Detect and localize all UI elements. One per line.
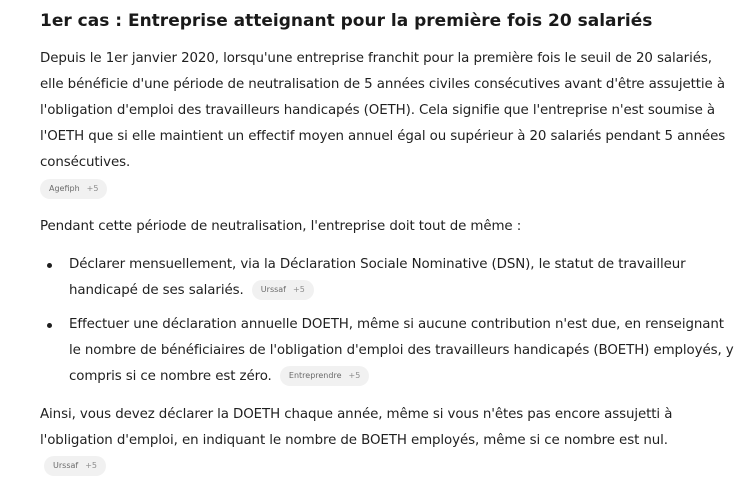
section-heading: 1er cas : Entreprise atteignant pour la première fois 20 salariés: [40, 11, 653, 31]
source-chip-count: +5: [85, 461, 97, 470]
source-chip-label: Urssaf: [53, 461, 79, 470]
source-chip-count: +5: [348, 371, 361, 380]
list-item-text: Effectuer une déclaration annuelle DOETH, même si aucune contribution n'est due, en renseignant le nombre de bénéficiaires de l'obligation d'emploi des travailleurs handicapés (BOETH) employés, y compris si ce nombre est zéro.: [69, 317, 734, 384]
source-chip-urssaf[interactable]: [252, 280, 314, 300]
source-chip-agefiph[interactable]: [40, 179, 107, 199]
source-chip-entreprendre[interactable]: [280, 366, 369, 386]
source-chip-count: +5: [86, 184, 99, 193]
lead-paragraph: Pendant cette période de neutralisation, l'entreprise doit tout de même :: [40, 219, 522, 234]
obligations-list: [40, 252, 736, 390]
source-chip-label: Urssaf: [260, 285, 286, 294]
list-item: [40, 252, 736, 304]
source-chip-urssaf[interactable]: [44, 456, 106, 476]
list-item: [40, 312, 736, 390]
intro-text: Depuis le 1er janvier 2020, lorsqu'une entreprise franchit pour la première fois le seuil de 20 salariés, elle bénéficie d'une période de neutralisation de 5 années civiles consécutives avant d'être assujettie à l'obligation d'emploi des travailleurs handicapés (OETH). Cela signifie que l'entreprise n'est soumise à l'OETH que si elle maintient un effectif moyen annuel égal ou supérieur à 20 salariés pendant 5 années consécutives.: [40, 51, 726, 170]
intro-paragraph: [40, 46, 736, 176]
conclusion-text: Ainsi, vous devez déclarer la DOETH chaque année, même si vous n'êtes pas encore assujetti à l'obligation d'emploi, en indiquant le nombre de BOETH employés, même si ce nombre est nul.: [40, 407, 673, 448]
source-chip-label: Agefiph: [49, 184, 80, 193]
source-chip-label: Entreprendre: [288, 371, 342, 380]
list-item-text: Déclarer mensuellement, via la Déclaration Sociale Nominative (DSN), le statut de travailleur handicapé de ses salariés.: [69, 257, 686, 298]
conclusion-paragraph: [40, 402, 736, 480]
source-chip-count: +5: [293, 285, 305, 294]
intro-source-row: [40, 176, 736, 202]
bullet-dot: [47, 323, 52, 328]
bullet-dot: [47, 263, 52, 268]
